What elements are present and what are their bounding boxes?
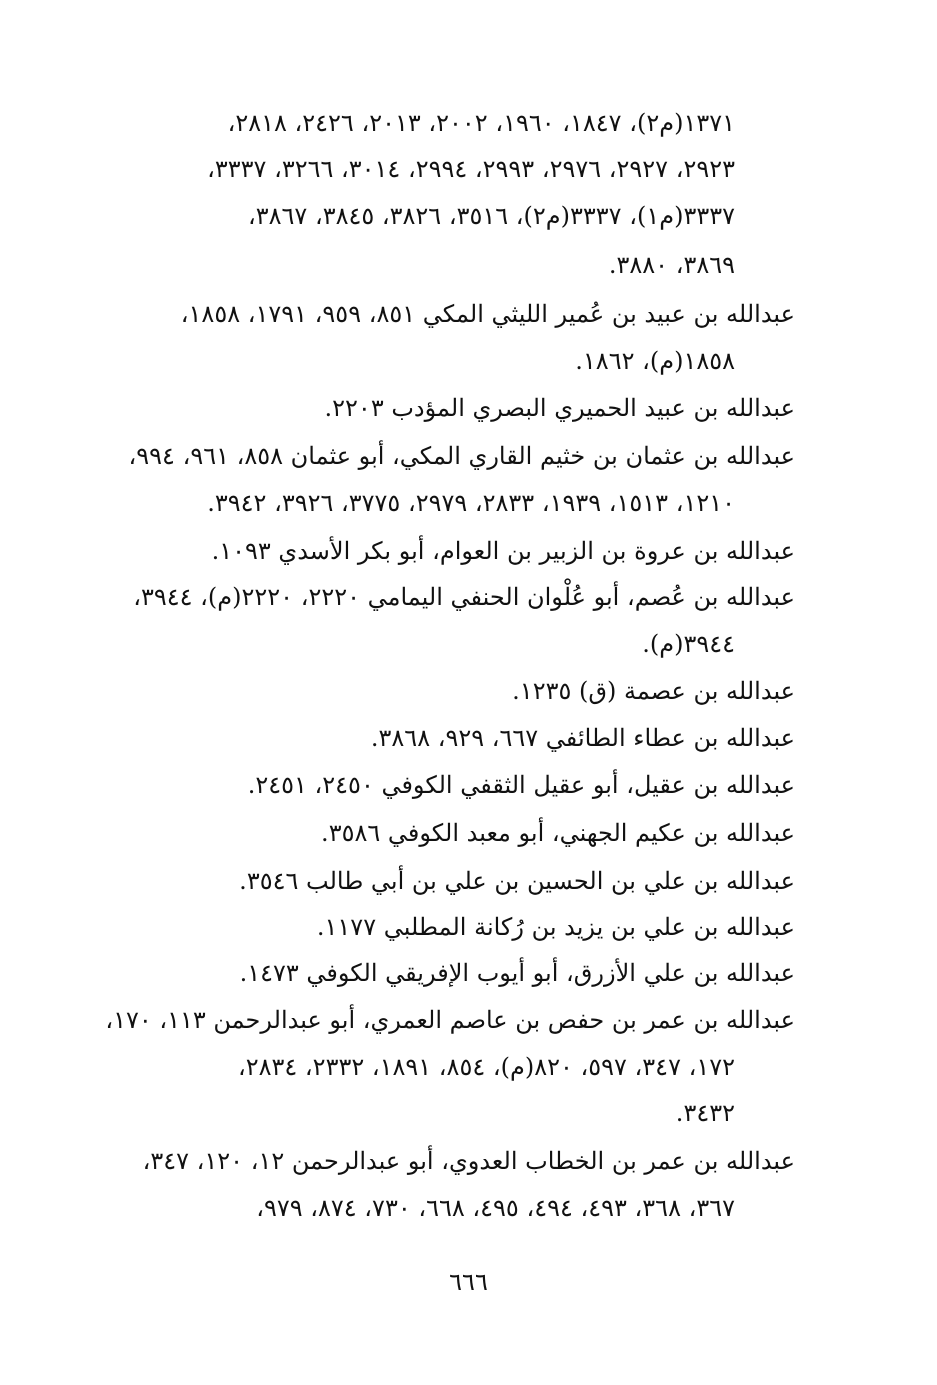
index-entry: عبدالله بن عبيد الحميري البصري المؤدب ٢٢٠٣. <box>324 394 795 422</box>
index-entry: عبدالله بن عثمان بن خثيم القاري المكي، أبو عثمان ٨٥٨، ٩٦١، ٩٩٤، <box>128 442 795 470</box>
index-line: ١٨٥٨(م)، ١٨٦٢. <box>575 347 735 375</box>
index-line: ٣٩٤٤(م). <box>642 630 735 658</box>
index-line: ٣٨٦٩، ٣٨٨٠. <box>608 251 735 279</box>
index-entry: عبدالله بن علي بن يزيد بن رُكانة المطلبي ١١٧٧. <box>316 913 795 941</box>
index-entry: عبدالله بن عقيل، أبو عقيل الثقفي الكوفي ٢٤٥٠، ٢٤٥١. <box>247 771 795 799</box>
index-entry: عبدالله بن عُصم، أبو عُلْوان الحنفي اليمامي ٢٢٢٠، ٢٢٢٠(م)، ٣٩٤٤، <box>133 583 795 611</box>
index-line: ٣٣٣٧(م١)، ٣٣٣٧(م٢)، ٣٥١٦، ٣٨٢٦، ٣٨٤٥، ٣٨٦٧، <box>248 202 735 230</box>
page-number: ٦٦٦ <box>449 1268 488 1296</box>
index-line: ١٧٢، ٣٤٧، ٥٩٧، ٨٢٠(م)، ٨٥٤، ١٨٩١، ٢٣٣٢، ٢٨٣٤، <box>237 1053 735 1081</box>
index-entry: عبدالله بن عطاء الطائفي ٦٦٧، ٩٢٩، ٣٨٦٨. <box>370 724 795 752</box>
index-entry: عبدالله بن عصمة (ق) ١٢٣٥. <box>512 677 795 705</box>
index-line: ١٣٧١(م٢)، ١٨٤٧، ١٩٦٠، ٢٠٠٢، ٢٠١٣، ٢٤٢٦، ٢٨١٨، <box>227 109 735 137</box>
index-entry: عبدالله بن علي الأزرق، أبو أيوب الإفريقي الكوفي ١٤٧٣. <box>239 959 795 987</box>
index-line: ٢٩٢٣، ٢٩٢٧، ٢٩٧٦، ٢٩٩٣، ٢٩٩٤، ٣٠١٤، ٣٢٦٦، ٣٣٣٧، <box>207 155 735 183</box>
index-entry: عبدالله بن عمر بن حفص بن عاصم العمري، أبو عبدالرحمن ١١٣، ١٧٠، <box>105 1006 795 1034</box>
index-entry: عبدالله بن عبيد بن عُمير الليثي المكي ٨٥١، ٩٥٩، ١٧٩١، ١٨٥٨، <box>180 300 795 328</box>
index-entry: عبدالله بن عروة بن الزبير بن العوام، أبو بكر الأسدي ١٠٩٣. <box>211 537 795 565</box>
index-line: ٣٤٣٢. <box>675 1099 735 1127</box>
index-entry: عبدالله بن عمر بن الخطاب العدوي، أبو عبدالرحمن ١٢، ١٢٠، ٣٤٧، <box>142 1147 795 1175</box>
index-entry: عبدالله بن علي بن الحسين بن علي بن أبي طالب ٣٥٤٦. <box>239 867 795 895</box>
index-line: ١٢١٠، ١٥١٣، ١٩٣٩، ٢٨٣٣، ٢٩٧٩، ٣٧٧٥، ٣٩٢٦، ٣٩٤٢. <box>207 489 735 517</box>
index-line: ٣٦٧، ٣٦٨، ٤٩٣، ٤٩٤، ٤٩٥، ٦٦٨، ٧٣٠، ٨٧٤، ٩٧٩، <box>256 1194 735 1222</box>
index-entry: عبدالله بن عكيم الجهني، أبو معبد الكوفي ٣٥٨٦. <box>321 819 795 847</box>
